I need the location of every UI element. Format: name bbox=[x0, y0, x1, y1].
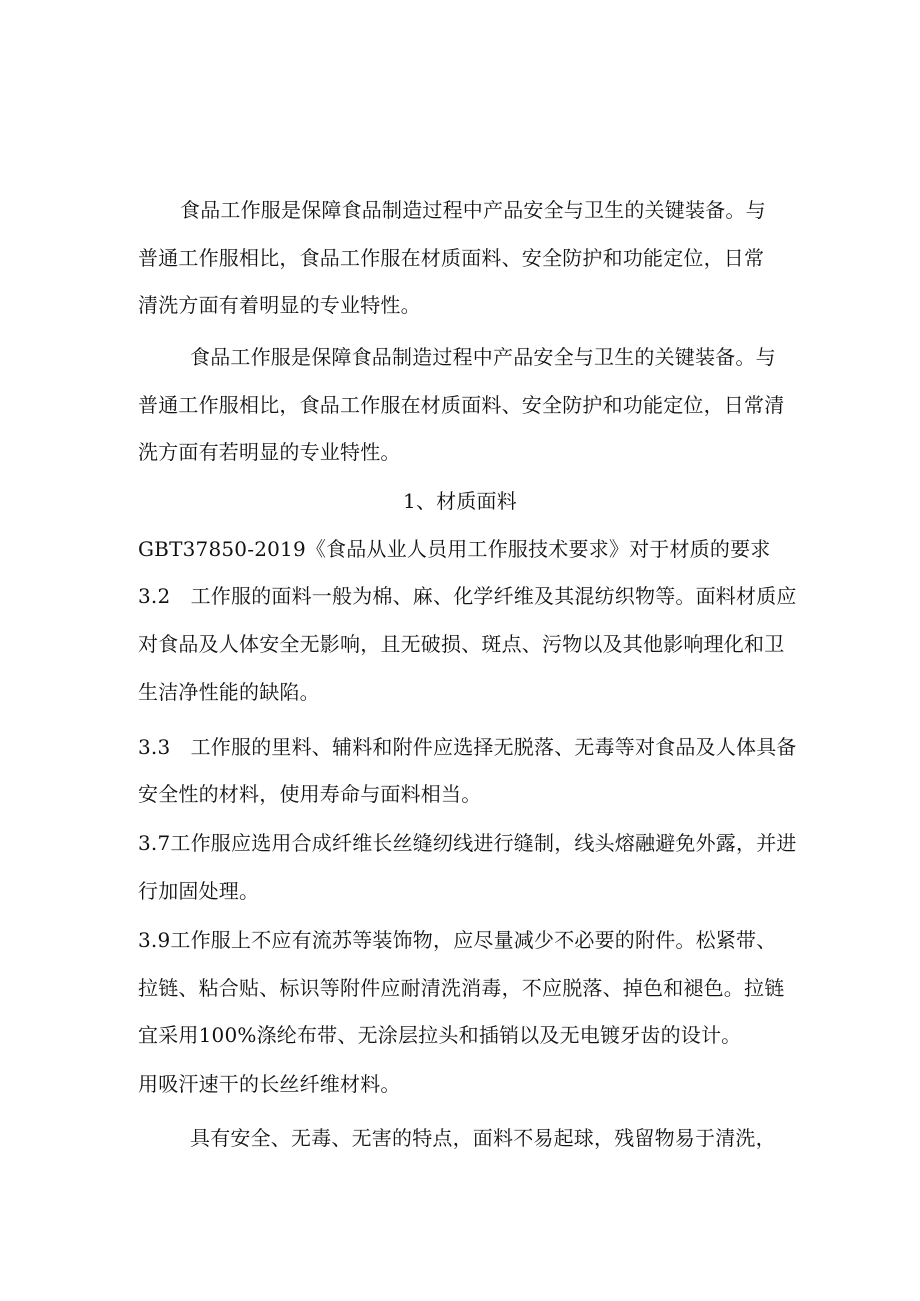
clause-3-7-line-1: 3.7工作服应选用合成纤维长丝缝纫线进行缝制，线头熔融避免外露，并进 bbox=[138, 831, 797, 855]
clause-3-9-line-3: 宜采用100%涤纶布带、无涂层拉头和插销以及无电镀牙齿的设计。 bbox=[138, 1023, 742, 1047]
clause-3-3-line-2: 安全性的材料，使用寿命与面料相当。 bbox=[138, 782, 482, 806]
paragraph-1-line-1: 食品工作服是保障食品制造过程中产品安全与卫生的关键装备。与 bbox=[180, 198, 766, 222]
paragraph-2-line-2: 普通工作服相比，食品工作服在材质面料、安全防护和功能定位，日常清 bbox=[138, 393, 785, 417]
paragraph-2-line-1: 食品工作服是保障食品制造过程中产品安全与卫生的关键装备。与 bbox=[190, 345, 776, 369]
clause-3-2-line-2: 对食品及人体安全无影响，且无破损、斑点、污物以及其他影响理化和卫 bbox=[138, 632, 785, 656]
standard-reference: GBT37850-2019《食品从业人员用工作服技术要求》对于材质的要求 bbox=[138, 537, 771, 561]
clause-3-3-line-1: 3.3 工作服的里料、辅料和附件应选择无脱落、无毒等对食品及人体具备 bbox=[138, 735, 797, 759]
sweat-wicking-line: 用吸汗速干的长丝纤维材料。 bbox=[138, 1072, 401, 1096]
clause-3-2-line-1: 3.2 工作服的面料一般为棉、麻、化学纤维及其混纺织物等。面料材质应 bbox=[138, 584, 797, 608]
section-heading: 1、材质面料 bbox=[403, 489, 517, 513]
paragraph-1-line-2: 普通工作服相比，食品工作服在材质面料、安全防护和功能定位，日常 bbox=[138, 246, 765, 270]
clause-3-7-line-2: 行加固处理。 bbox=[138, 879, 260, 903]
paragraph-2-line-3: 洗方面有若明显的专业特性。 bbox=[138, 440, 401, 464]
clause-3-2-line-3: 生洁净性能的缺陷。 bbox=[138, 680, 320, 704]
clause-3-9-line-2: 拉链、粘合贴、标识等附件应耐清洗消毒，不应脱落、掉色和褪色。拉链 bbox=[138, 976, 785, 1000]
clause-3-9-line-1: 3.9工作服上不应有流苏等装饰物，应尽量减少不必要的附件。松紧带、 bbox=[138, 928, 777, 952]
features-line: 具有安全、无毒、无害的特点，面料不易起球，残留物易于清洗， bbox=[190, 1126, 776, 1150]
paragraph-1-line-3: 清洗方面有着明显的专业特性。 bbox=[138, 293, 421, 317]
